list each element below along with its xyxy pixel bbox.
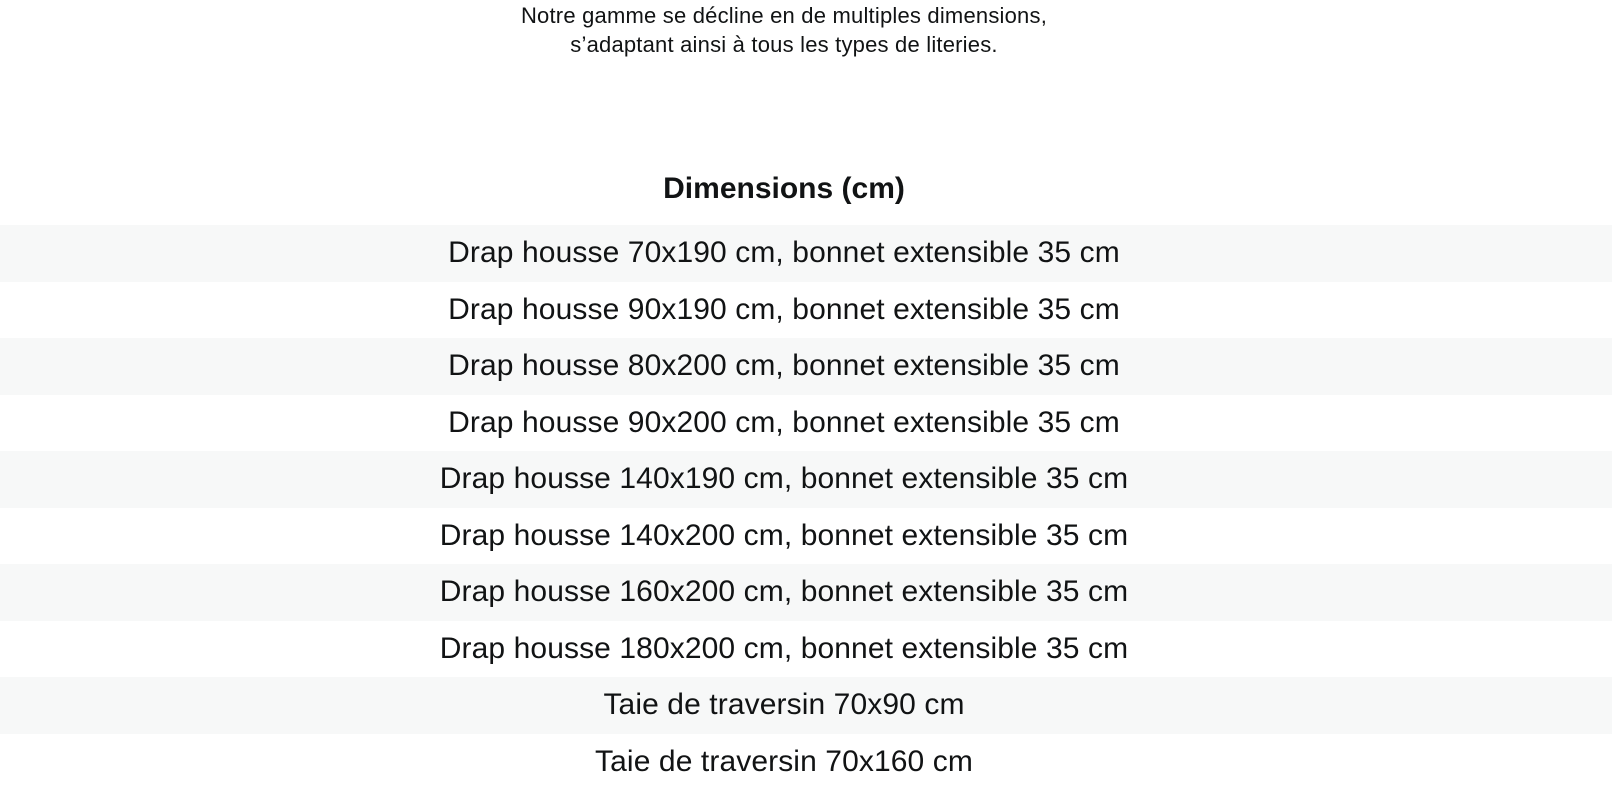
intro-line-2: s’adaptant ainsi à tous les types de literies. bbox=[570, 32, 998, 57]
row-label: Drap housse 90x190 cm, bonnet extensible 35 cm bbox=[448, 292, 1120, 326]
row-label: Drap housse 70x190 cm, bonnet extensible 35 cm bbox=[448, 236, 1120, 270]
table-row bbox=[0, 564, 1612, 621]
table-row bbox=[0, 621, 1612, 678]
row-label: Taie de traversin 70x160 cm bbox=[595, 744, 973, 778]
table-row bbox=[0, 508, 1612, 565]
table-row bbox=[0, 225, 1612, 282]
table-row bbox=[0, 395, 1612, 452]
table-row bbox=[0, 734, 1612, 791]
row-label: Drap housse 140x200 cm, bonnet extensible 35 cm bbox=[439, 518, 1129, 552]
dimensions-table-title: Dimensions (cm) bbox=[663, 172, 905, 205]
table-row bbox=[0, 338, 1612, 395]
row-label: Drap housse 90x200 cm, bonnet extensible 35 cm bbox=[448, 405, 1120, 439]
row-label: Drap housse 80x200 cm, bonnet extensible 35 cm bbox=[448, 349, 1120, 383]
row-label: Drap housse 160x200 cm, bonnet extensible 35 cm bbox=[439, 575, 1129, 609]
table-row bbox=[0, 677, 1612, 734]
intro-line-1: Notre gamme se décline en de multiples dimensions, bbox=[520, 3, 1048, 28]
row-label: Taie de traversin 70x90 cm bbox=[603, 688, 965, 722]
dimensions-table bbox=[0, 225, 1612, 790]
table-row bbox=[0, 451, 1612, 508]
table-row bbox=[0, 282, 1612, 339]
row-label: Drap housse 140x190 cm, bonnet extensible 35 cm bbox=[439, 462, 1129, 496]
intro-text bbox=[0, 1, 1568, 59]
row-label: Drap housse 180x200 cm, bonnet extensible 35 cm bbox=[439, 631, 1129, 665]
